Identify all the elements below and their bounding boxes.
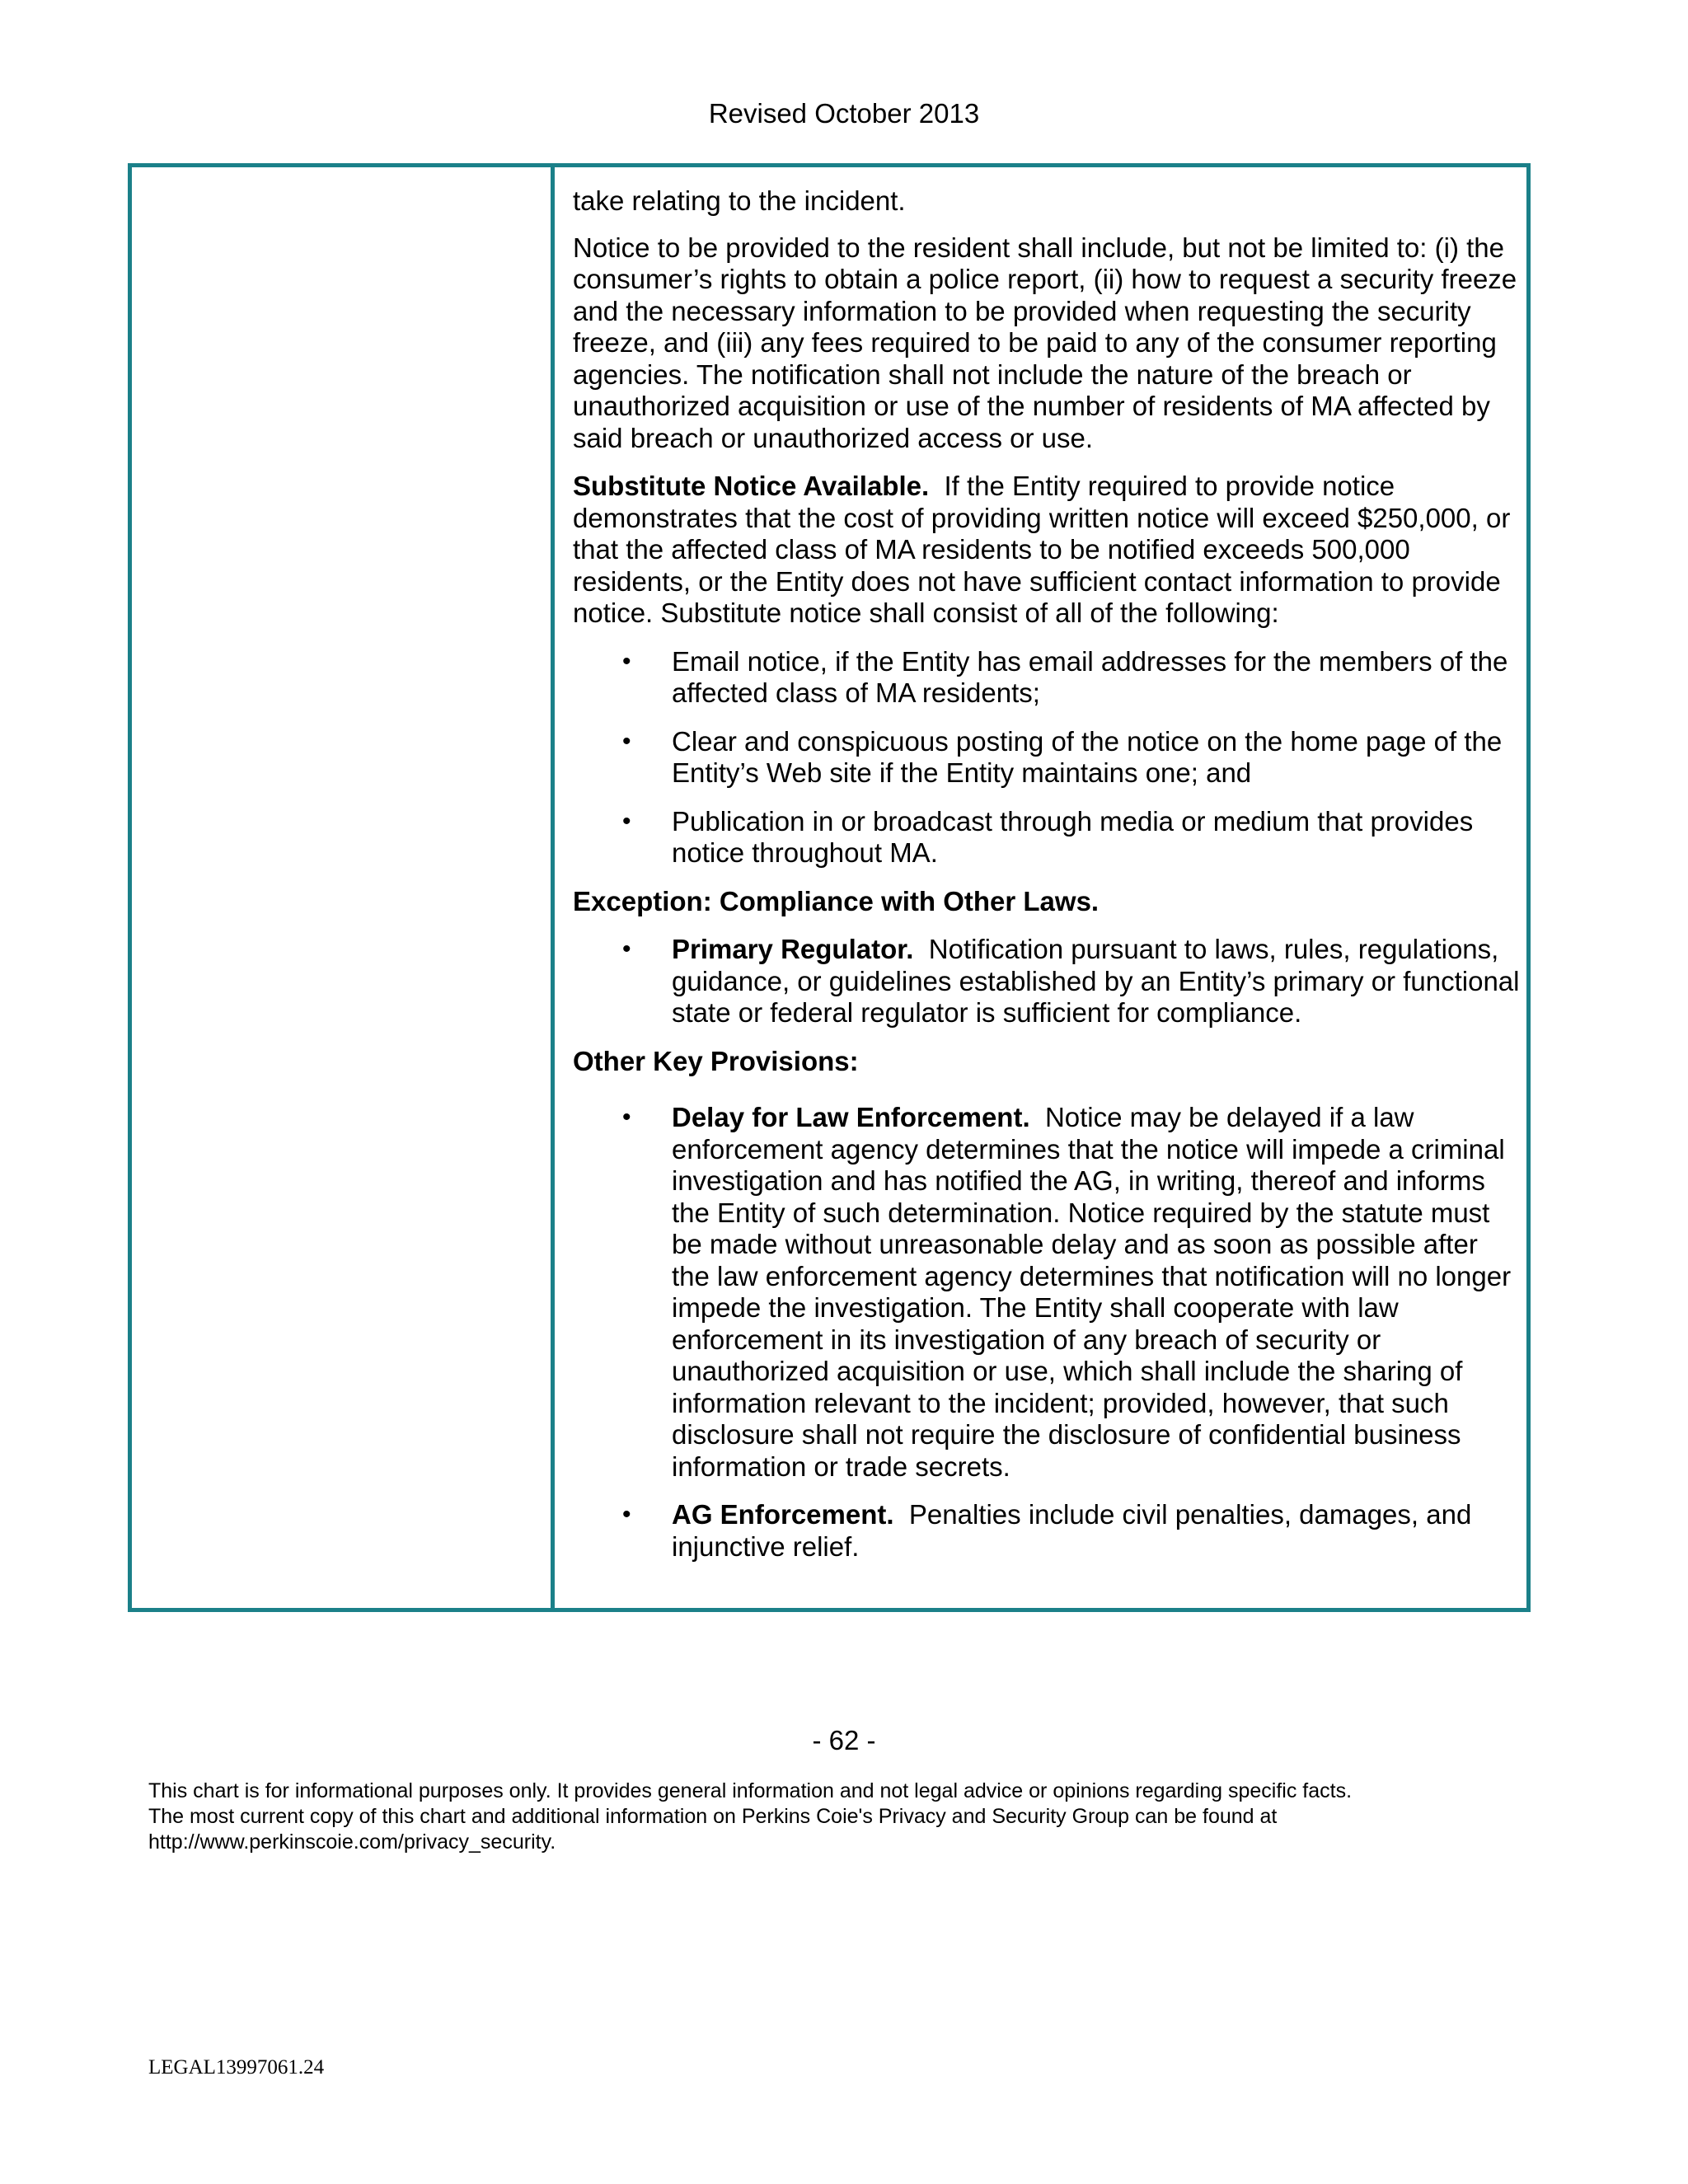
bullet-icon: • xyxy=(622,1104,631,1131)
page-number: - 62 - xyxy=(812,1725,876,1755)
state-law-table xyxy=(128,163,1531,1612)
exception-heading: Exception: Compliance with Other Laws. xyxy=(573,885,1100,916)
footer-disclaimer xyxy=(148,1779,1550,1855)
list-item-text: Notification pursuant to laws, rules, regulations, guidance, or guidelines established by an Entity’s primary or functional state or federal regulator is sufficient for compliance. xyxy=(672,934,1520,1028)
bullet-icon: • xyxy=(622,647,631,675)
bullet-icon: • xyxy=(622,1501,631,1528)
list-item-title: Delay for Law Enforcement. xyxy=(672,1102,1030,1132)
substitute-notice-paragraph xyxy=(573,471,1521,630)
revised-date: Revised October 2013 xyxy=(708,98,980,129)
substitute-notice-heading: Substitute Notice Available. xyxy=(573,471,930,501)
list-item-text: Penalties include civil penalties, damages, and injunctive relief. xyxy=(672,1499,1472,1562)
exception-list xyxy=(573,934,1521,1029)
list-item xyxy=(573,806,1521,869)
substitute-notice-text: If the Entity required to provide notice demonstrates that the cost of providing written notice will exceed $250,000, or that the affected class of MA residents to be notified exceeds 500,000 residents, or the Entity does not have sufficient contact information to provide notice. Substitute notice shall consist of all of the following: xyxy=(573,471,1511,628)
list-item xyxy=(573,934,1521,1029)
list-item-title: Primary Regulator. xyxy=(672,934,914,964)
bullet-icon: • xyxy=(622,807,631,835)
disclaimer-line: This chart is for informational purposes only. It provides general information and not legal advice or opinions regarding specific facts. xyxy=(148,1779,1353,1802)
other-provisions-list xyxy=(573,1102,1521,1563)
disclaimer-link[interactable]: http://www.perkinscoie.com/privacy_security. xyxy=(148,1830,556,1854)
list-item xyxy=(573,1499,1521,1563)
list-item xyxy=(573,1102,1521,1483)
intro-line: take relating to the incident. xyxy=(573,185,906,216)
list-item-text: Notice may be delayed if a law enforcement agency determines that the notice will impede a criminal investigation and has notified the AG, in writing, thereof and informs the Entity of such determination. Notice required by the statute must be made without unreasonable delay and as soon as possible after the law enforcement agency determines that notification will no longer impede the investigation. The Entity shall cooperate with law enforcement in its investigation of any breach of security or unauthorized acquisition or use, which shall include the sharing of information relevant to the incident; provided, however, that such disclosure shall not require the disclosure of confidential business information or trade secrets. xyxy=(672,1102,1512,1482)
list-item-text: Publication in or broadcast through media or medium that provides notice throughout MA. xyxy=(672,805,1474,868)
list-item-text: Email notice, if the Entity has email addresses for the members of the affected class of MA residents; xyxy=(672,645,1508,708)
other-provisions-heading: Other Key Provisions: xyxy=(573,1045,859,1076)
list-item xyxy=(573,646,1521,710)
document-id: LEGAL13997061.24 xyxy=(148,2056,325,2079)
substitute-notice-list xyxy=(573,646,1521,869)
notice-content-paragraph: Notice to be provided to the resident shall include, but not be limited to: (i) the consumer’s rights to obtain a police report, (ii) how to request a security freeze and the necessary information to be provided when requesting the security freeze, and (iii) any fees required to be paid to any of the consumer reporting agencies. The notification shall not include the nature of the breach or unauthorized acquisition or use of the number of residents of MA affected by said breach or unauthorized access or use. xyxy=(573,232,1517,453)
page-header xyxy=(0,97,1688,130)
list-item-text: Clear and conspicuous posting of the notice on the home page of the Entity’s Web site if the Entity maintains one; and xyxy=(672,725,1503,788)
list-item xyxy=(573,726,1521,790)
bullet-icon: • xyxy=(622,727,631,755)
disclaimer-line: The most current copy of this chart and additional information on Perkins Coie's Privacy and Security Group can be found at xyxy=(148,1805,1278,1828)
table-left-column xyxy=(132,167,551,1608)
list-item-title: AG Enforcement. xyxy=(672,1499,894,1530)
table-right-column xyxy=(573,185,1521,1579)
table-column-divider xyxy=(551,167,555,1608)
bullet-icon: • xyxy=(622,935,631,963)
